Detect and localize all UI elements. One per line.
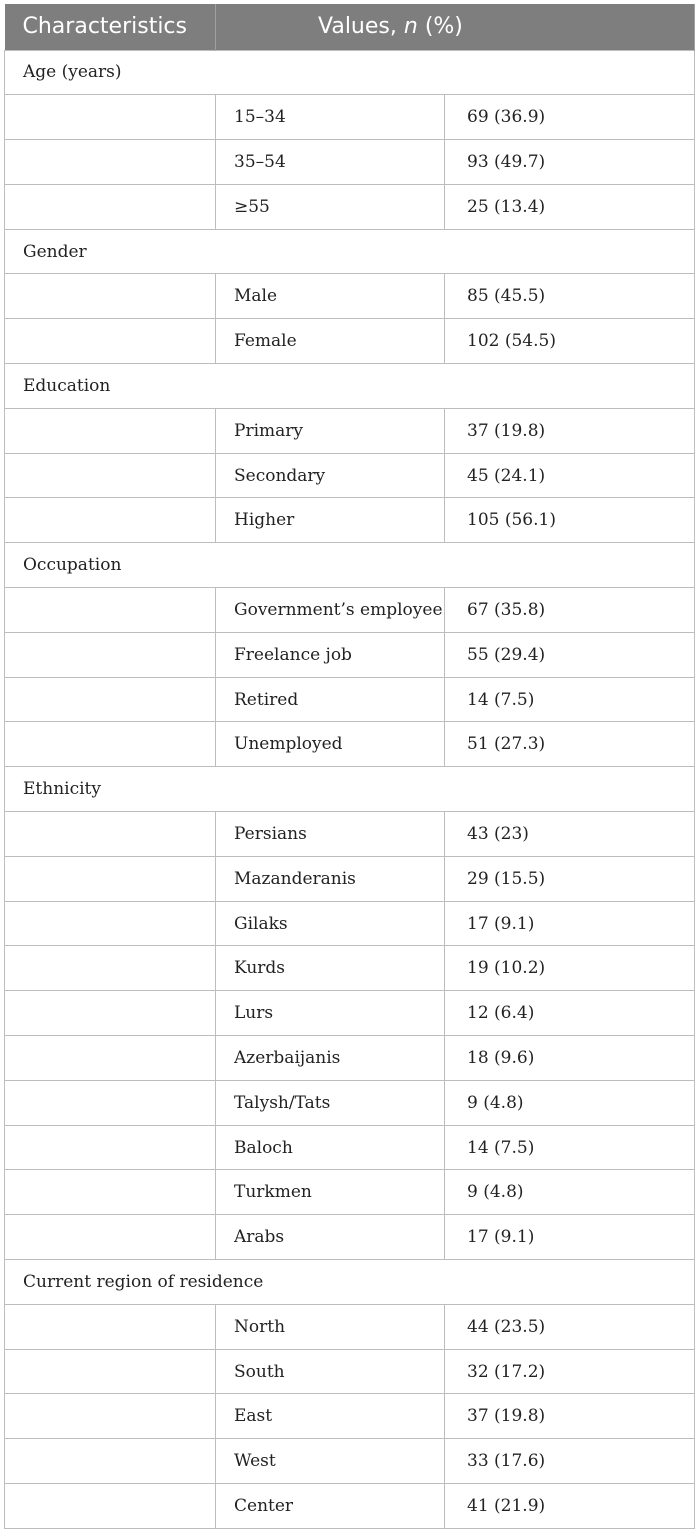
group-label: Ethnicity <box>5 767 695 812</box>
category-cell: South <box>216 1349 445 1394</box>
value-cell: 37 (19.8) <box>445 408 695 453</box>
table-row <box>5 901 695 946</box>
table-row <box>5 812 695 857</box>
category-cell: Secondary <box>216 453 445 498</box>
header-characteristics: Characteristics <box>5 4 216 50</box>
category-cell: Unemployed <box>216 722 445 767</box>
table-row <box>5 632 695 677</box>
empty-cell <box>5 632 216 677</box>
category-cell: Arabs <box>216 1215 445 1260</box>
group-row <box>5 1260 695 1305</box>
table-row <box>5 1484 695 1529</box>
table-row <box>5 856 695 901</box>
category-cell: Gilaks <box>216 901 445 946</box>
empty-cell <box>5 274 216 319</box>
value-cell: 41 (21.9) <box>445 1484 695 1529</box>
category-cell: Retired <box>216 677 445 722</box>
empty-cell <box>5 95 216 140</box>
group-row <box>5 767 695 812</box>
category-cell: West <box>216 1439 445 1484</box>
table-body <box>5 50 695 1528</box>
header-row <box>5 4 695 50</box>
empty-cell <box>5 812 216 857</box>
empty-cell <box>5 140 216 185</box>
value-cell: 17 (9.1) <box>445 1215 695 1260</box>
table-row <box>5 453 695 498</box>
empty-cell <box>5 722 216 767</box>
table-row <box>5 274 695 319</box>
category-cell: Freelance job <box>216 632 445 677</box>
group-row <box>5 50 695 95</box>
group-label: Current region of residence <box>5 1260 695 1305</box>
category-cell: 35–54 <box>216 140 445 185</box>
empty-cell <box>5 1036 216 1081</box>
value-cell: 69 (36.9) <box>445 95 695 140</box>
category-cell: Female <box>216 319 445 364</box>
empty-cell <box>5 588 216 633</box>
characteristics-table <box>4 4 695 1529</box>
empty-cell <box>5 1394 216 1439</box>
table-row <box>5 946 695 991</box>
value-cell: 19 (10.2) <box>445 946 695 991</box>
empty-cell <box>5 901 216 946</box>
table-row <box>5 498 695 543</box>
category-cell: 15–34 <box>216 95 445 140</box>
value-cell: 33 (17.6) <box>445 1439 695 1484</box>
category-cell: ≥55 <box>216 184 445 229</box>
table-header <box>5 4 695 50</box>
group-label: Age (years) <box>5 50 695 95</box>
table-row <box>5 991 695 1036</box>
empty-cell <box>5 1170 216 1215</box>
table-row <box>5 1439 695 1484</box>
category-cell: Mazanderanis <box>216 856 445 901</box>
empty-cell <box>5 319 216 364</box>
empty-cell <box>5 677 216 722</box>
table-row <box>5 1080 695 1125</box>
empty-cell <box>5 498 216 543</box>
category-cell: Talysh/Tats <box>216 1080 445 1125</box>
category-cell: North <box>216 1304 445 1349</box>
table-row <box>5 140 695 185</box>
value-cell: 37 (19.8) <box>445 1394 695 1439</box>
empty-cell <box>5 1215 216 1260</box>
header-values <box>216 4 695 50</box>
category-cell: Lurs <box>216 991 445 1036</box>
value-cell: 43 (23) <box>445 812 695 857</box>
category-cell: Government’s employee <box>216 588 445 633</box>
table-row <box>5 722 695 767</box>
category-cell: Turkmen <box>216 1170 445 1215</box>
table-row <box>5 1170 695 1215</box>
empty-cell <box>5 1349 216 1394</box>
value-cell: 51 (27.3) <box>445 722 695 767</box>
group-row <box>5 364 695 409</box>
value-cell: 105 (56.1) <box>445 498 695 543</box>
category-cell: East <box>216 1394 445 1439</box>
value-cell: 45 (24.1) <box>445 453 695 498</box>
table-row <box>5 1125 695 1170</box>
table-row <box>5 319 695 364</box>
category-cell: Center <box>216 1484 445 1529</box>
empty-cell <box>5 1484 216 1529</box>
category-cell: Azerbaijanis <box>216 1036 445 1081</box>
value-cell: 25 (13.4) <box>445 184 695 229</box>
header-values-prefix: Values, <box>318 14 404 40</box>
table-row <box>5 1036 695 1081</box>
header-values-n: n <box>403 14 418 40</box>
empty-cell <box>5 184 216 229</box>
value-cell: 17 (9.1) <box>445 901 695 946</box>
value-cell: 14 (7.5) <box>445 677 695 722</box>
empty-cell <box>5 1439 216 1484</box>
table-row <box>5 408 695 453</box>
table-row <box>5 1304 695 1349</box>
value-cell: 55 (29.4) <box>445 632 695 677</box>
value-cell: 32 (17.2) <box>445 1349 695 1394</box>
category-cell: Male <box>216 274 445 319</box>
empty-cell <box>5 408 216 453</box>
value-cell: 12 (6.4) <box>445 991 695 1036</box>
table-row <box>5 677 695 722</box>
group-label: Occupation <box>5 543 695 588</box>
category-cell: Higher <box>216 498 445 543</box>
value-cell: 85 (45.5) <box>445 274 695 319</box>
empty-cell <box>5 453 216 498</box>
table-row <box>5 588 695 633</box>
group-row <box>5 543 695 588</box>
table-row <box>5 1394 695 1439</box>
value-cell: 9 (4.8) <box>445 1170 695 1215</box>
empty-cell <box>5 1304 216 1349</box>
value-cell: 44 (23.5) <box>445 1304 695 1349</box>
empty-cell <box>5 856 216 901</box>
group-label: Gender <box>5 229 695 274</box>
value-cell: 67 (35.8) <box>445 588 695 633</box>
table-row <box>5 1215 695 1260</box>
empty-cell <box>5 1080 216 1125</box>
table-row <box>5 1349 695 1394</box>
group-label: Education <box>5 364 695 409</box>
category-cell: Kurds <box>216 946 445 991</box>
value-cell: 102 (54.5) <box>445 319 695 364</box>
value-cell: 18 (9.6) <box>445 1036 695 1081</box>
empty-cell <box>5 1125 216 1170</box>
header-values-suffix: (%) <box>417 14 463 40</box>
group-row <box>5 229 695 274</box>
table-row <box>5 184 695 229</box>
value-cell: 14 (7.5) <box>445 1125 695 1170</box>
value-cell: 29 (15.5) <box>445 856 695 901</box>
category-cell: Primary <box>216 408 445 453</box>
empty-cell <box>5 991 216 1036</box>
category-cell: Persians <box>216 812 445 857</box>
value-cell: 9 (4.8) <box>445 1080 695 1125</box>
table-row <box>5 95 695 140</box>
category-cell: Baloch <box>216 1125 445 1170</box>
empty-cell <box>5 946 216 991</box>
value-cell: 93 (49.7) <box>445 140 695 185</box>
